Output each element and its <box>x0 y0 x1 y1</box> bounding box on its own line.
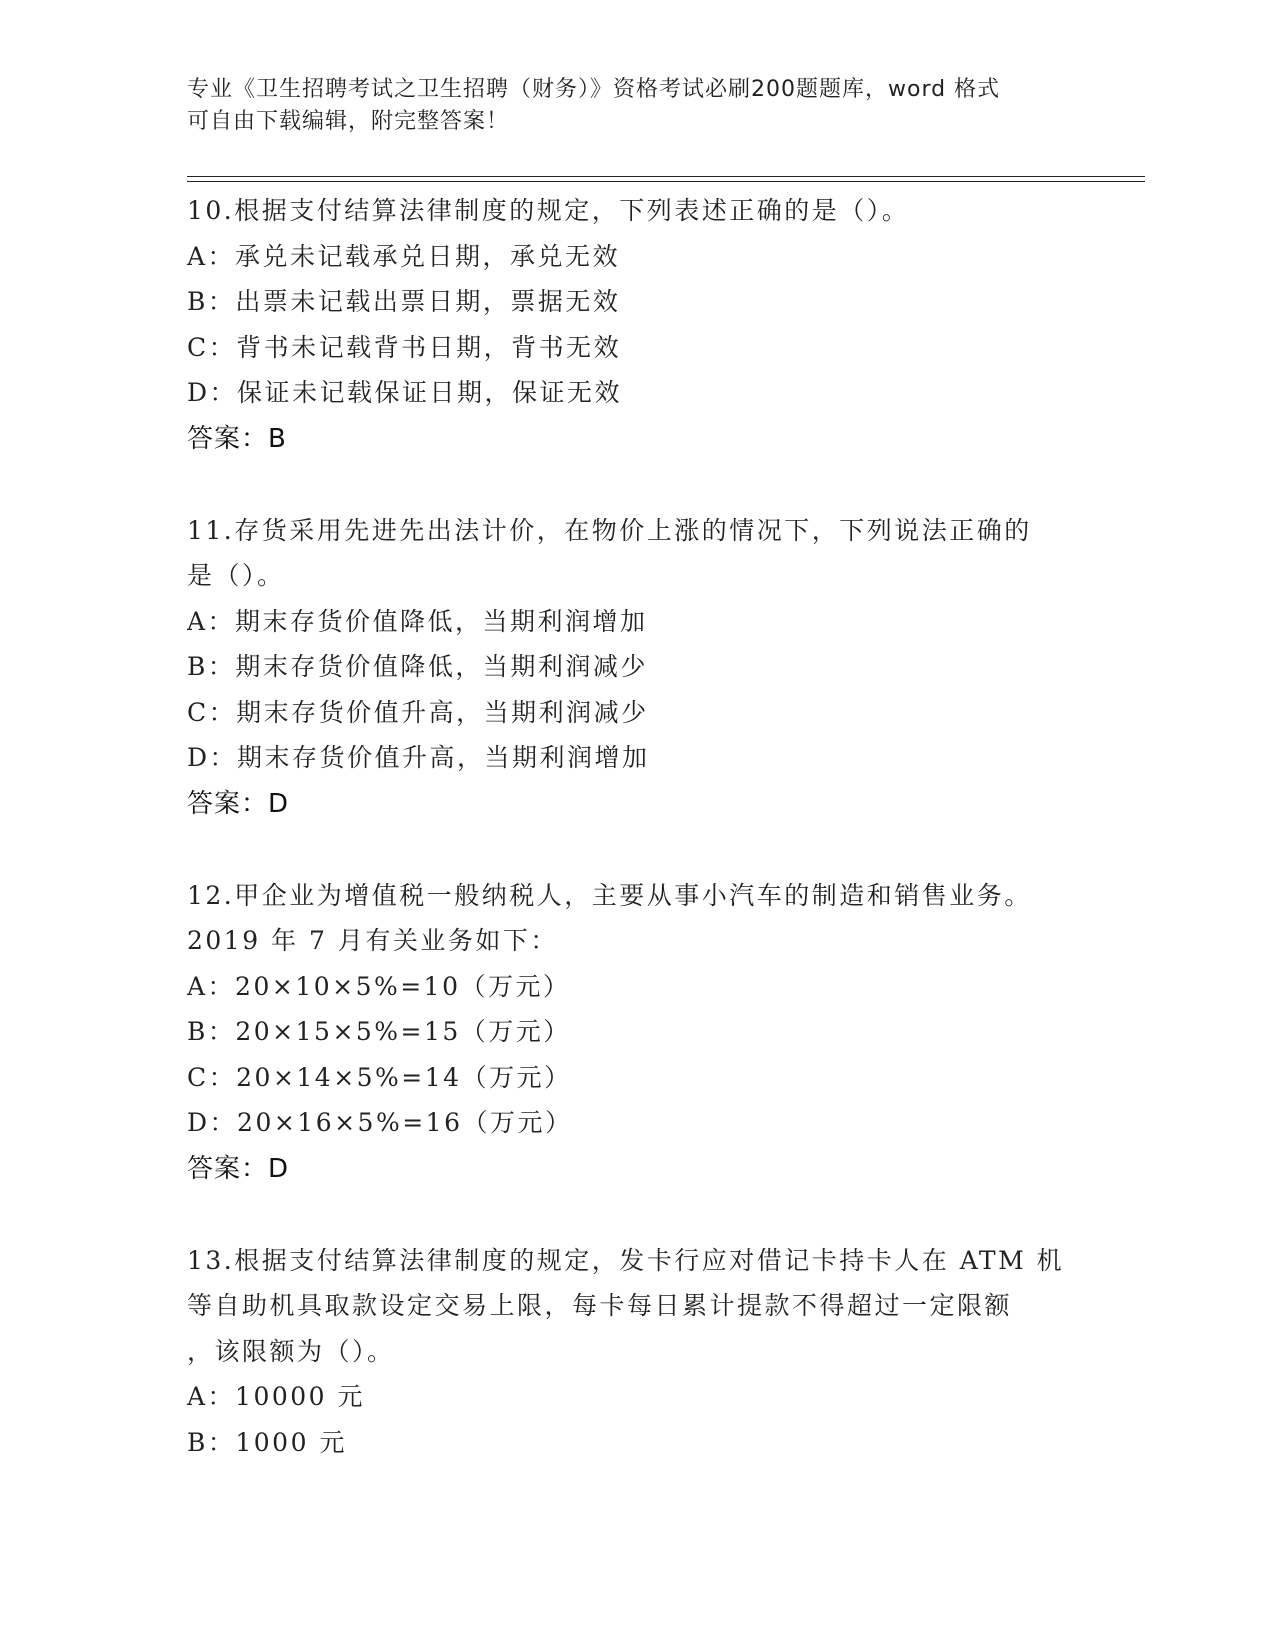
question-stem-continued: 等自助机具取款设定交易上限，每卡每日累计提款不得超过一定限额 <box>187 1291 1013 1320</box>
question-stem: 11.存货采用先进先出法计价，在物价上涨的情况下，下列说法正确的 <box>187 515 1032 545</box>
question-12 <box>187 873 1087 1192</box>
question-stem-continued: 是（）。 <box>187 561 285 590</box>
option-b: B：1000 元 <box>187 1427 347 1457</box>
option-c: C：20×14×5%=14（万元） <box>187 1062 572 1092</box>
option-b: B：20×15×5%=15（万元） <box>187 1017 571 1046</box>
option-d: D：期末存货价值升高，当期利润增加 <box>187 743 650 772</box>
header-line-2: 可自由下载编辑，附完整答案！ <box>187 109 510 134</box>
option-d: D：保证未记载保证日期，保证无效 <box>187 378 623 407</box>
question-10 <box>187 188 1087 462</box>
question-list <box>187 188 1087 1511</box>
question-stem: 13.根据支付结算法律制度的规定，发卡行应对借记卡持卡人在 ATM 机 <box>187 1245 1065 1275</box>
answer: 答案：B <box>187 423 287 454</box>
option-a: A：20×10×5%=10（万元） <box>187 971 571 1001</box>
option-b: B：期末存货价值降低，当期利润减少 <box>187 652 648 681</box>
header-divider-bottom <box>187 181 1145 182</box>
header-line-1: 专业《卫生招聘考试之卫生招聘（财务）》资格考试必刷200题题库，word 格式 <box>187 77 1001 102</box>
question-11 <box>187 508 1087 827</box>
question-13 <box>187 1238 1087 1466</box>
option-b: B：出票未记载出票日期，票据无效 <box>187 287 621 316</box>
question-stem: 10.根据支付结算法律制度的规定，下列表述正确的是（）。 <box>187 196 910 225</box>
question-stem-continued: 2019 年 7 月有关业务如下： <box>187 926 558 955</box>
option-a: A：承兑未记载承兑日期，承兑无效 <box>187 241 621 271</box>
option-c: C：背书未记载背书日期，背书无效 <box>187 332 622 362</box>
document-header <box>187 74 1087 138</box>
option-a: A：期末存货价值降低，当期利润增加 <box>187 606 648 636</box>
question-stem-continued: ，该限额为（）。 <box>187 1336 395 1366</box>
question-stem: 12.甲企业为增值税一般纳税人，主要从事小汽车的制造和销售业务。 <box>187 880 1032 910</box>
answer: 答案：D <box>187 788 290 819</box>
header-divider-top <box>187 176 1145 177</box>
option-a: A：10000 元 <box>187 1382 366 1411</box>
answer: 答案：D <box>187 1153 290 1184</box>
option-c: C：期末存货价值升高，当期利润减少 <box>187 697 649 727</box>
option-d: D：20×16×5%=16（万元） <box>187 1108 573 1137</box>
